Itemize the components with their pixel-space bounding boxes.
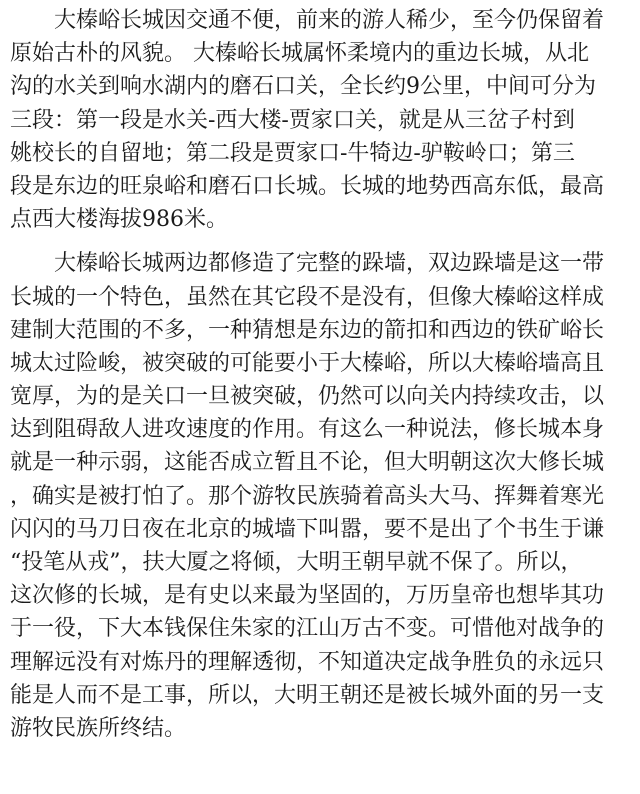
text-line: 原始古朴的风貌。 大榛峪长城属怀柔境内的重边长城，从北 [10, 41, 589, 67]
text-line: 于一役，下大本钱保住朱家的江山万古不变。可惜他对战争的 [10, 616, 605, 642]
article-body [10, 0, 634, 745]
text-line: 点西大楼海拔986米。 [10, 207, 228, 233]
text-line: 大榛峪长城两边都修造了完整的跺墙，双边跺墙是这一带 [54, 251, 605, 277]
text-line: 长城的一个特色，虽然在其它段不是没有，但像大榛峪这样成 [10, 284, 605, 310]
text-line: 能是人而不是工事，所以，大明王朝还是被长城外面的另一支 [10, 682, 605, 708]
text-line: 姚校长的自留地；第二段是贾家口-牛犄边-驴鞍岭口；第三 [10, 140, 575, 166]
text-line: 三段：第一段是水关-西大楼-贾家口关，就是从三岔子村到 [10, 107, 575, 133]
text-line: 段是东边的旺泉峪和磨石口长城。长城的地势西高东低，最高 [10, 173, 605, 199]
text-line: 达到阻碍敌人进攻速度的作用。有这么一种说法，修长城本身 [10, 417, 605, 443]
text-line: 这次修的长城，是有史以来最为坚固的，万历皇帝也想毕其功 [10, 583, 605, 609]
text-line: 闪闪的马刀日夜在北京的城墙下叫嚣，要不是出了个书生于谦 [10, 516, 605, 542]
text-line: 城太过险峻，被突破的可能要小于大榛峪，所以大榛峪墙高且 [10, 350, 605, 376]
text-line: 理解远没有对炼丹的理解透彻，不知道决定战争胜负的永远只 [10, 649, 605, 675]
paragraph [10, 247, 634, 745]
text-line: 就是一种示弱，这能否成立暂且不论，但大明朝这次大修长城 [10, 450, 605, 476]
text-line: 沟的水关到响水湖内的磨石口关，全长约9公里，中间可分为 [10, 74, 596, 100]
text-line: 大榛峪长城因交通不便，前来的游人稀少，至今仍保留着 [54, 8, 605, 33]
text-line: 游牧民族所终结。 [10, 715, 187, 741]
paragraph [10, 4, 634, 236]
text-line: 宽厚，为的是关口一旦被突破，仍然可以向关内持续攻击，以 [10, 384, 605, 410]
text-line: 建制大范围的不多，一种猜想是东边的箭扣和西边的铁矿峪长 [10, 317, 605, 343]
text-line: ，确实是被打怕了。那个游牧民族骑着高头大马、挥舞着寒光 [10, 483, 605, 509]
text-line: “投笔从戎”，扶大厦之将倾，大明王朝早就不保了。所以， [10, 550, 583, 575]
